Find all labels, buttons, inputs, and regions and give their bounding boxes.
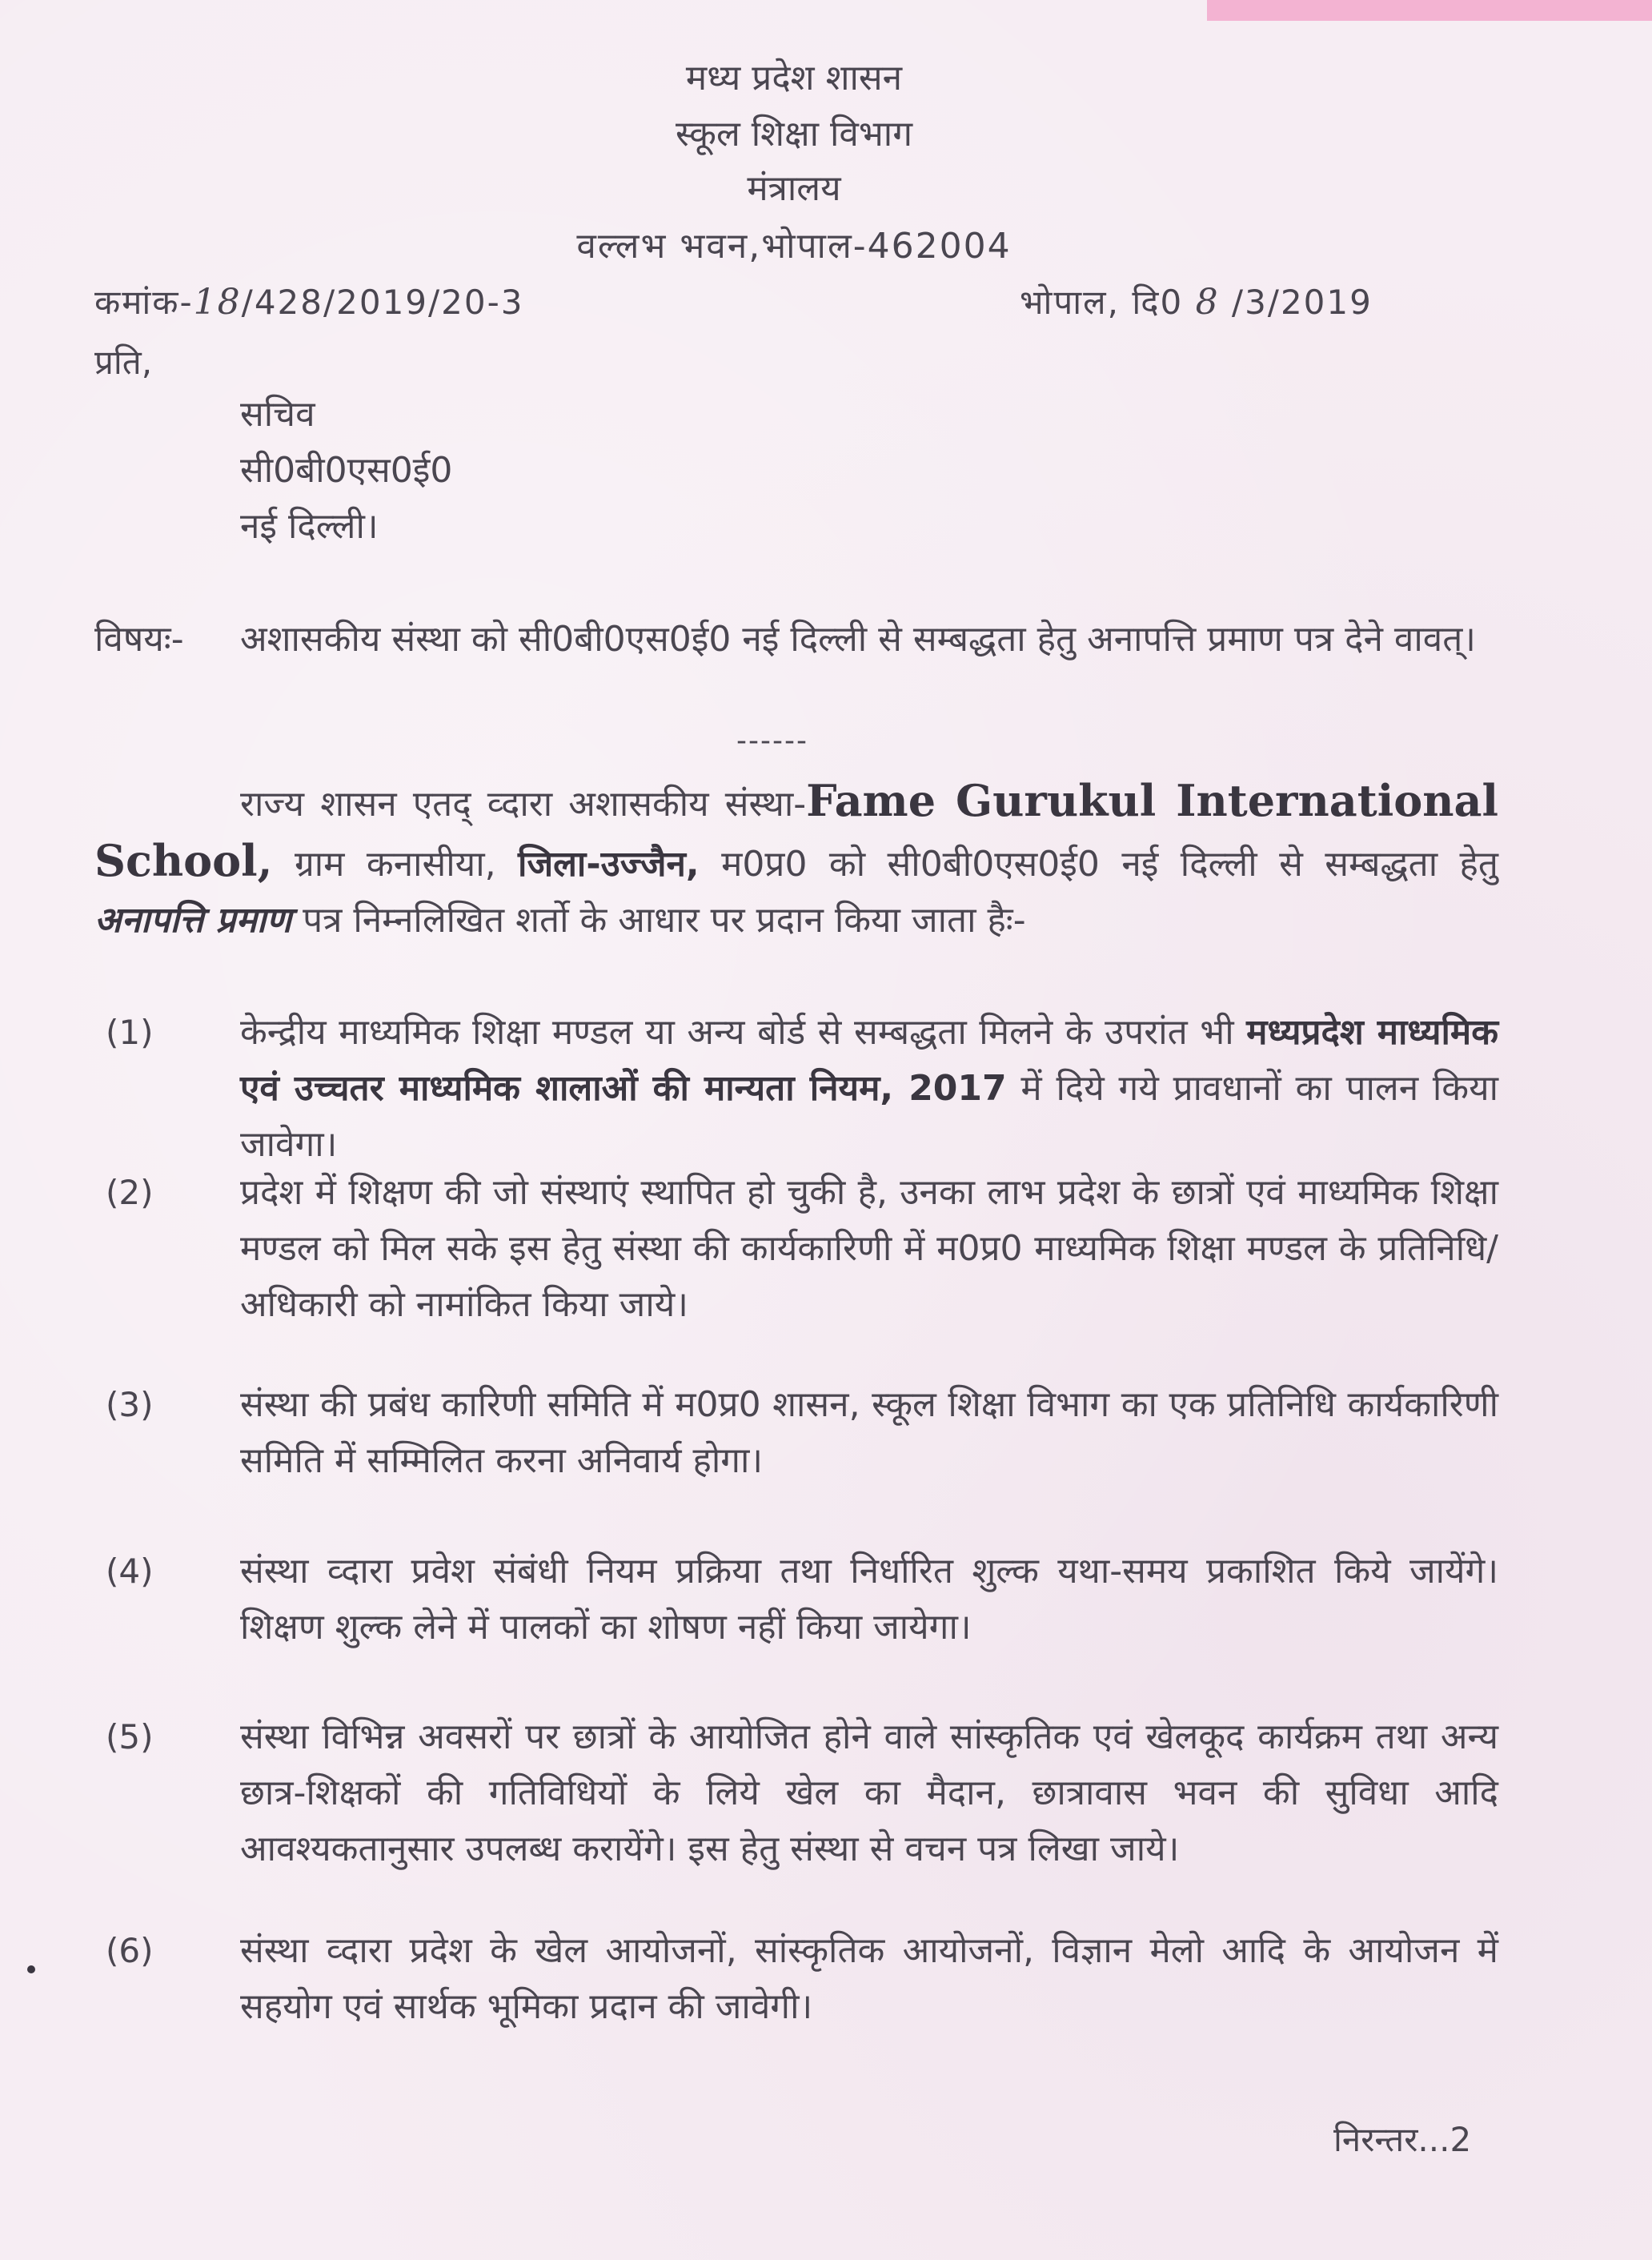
condition-text: संस्था विभिन्न अवसरों पर छात्रों के आयोजित होने वाले सांस्कृतिक एवं खेलकूद कार्यक्रम तथा अन्य छात्र-शिक्षकों की गतिविधियों के लिये खेल का मैदान, छात्रावास भवन की सुविधा आदि आवश्यकतानुसार उपलब्ध करायेंगे। इस हेतु संस्था से वचन पत्र लिखा जाये।	[240, 1716, 1498, 1869]
condition-text	[240, 1005, 1498, 1173]
header-address: वल्लभ भवन,भोपाल-462004	[576, 226, 1012, 267]
condition-text: प्रदेश में शिक्षण की जो संस्थाएं स्थापित हो चुकी है, उनका लाभ प्रदेश के छात्रों एवं माध्यमिक शिक्षा मण्डल को मिल सके इस हेतु संस्था की कार्यकारिणी में म0प्र0 माध्यमिक शिक्षा मण्डल के प्रतिनिधि/अधिकारी को नामांकित किया जाये।	[240, 1172, 1498, 1325]
condition-number: (5)	[106, 1717, 154, 1756]
body-part4: पत्र निम्नलिखित शर्तो के आधार पर प्रदान किया जाता हैः-	[291, 900, 1026, 941]
body-part2: ग्राम कनासीया,	[272, 844, 519, 885]
date-handwritten-day: 8	[1195, 282, 1220, 323]
recipient-prati: प्रति,	[94, 343, 153, 382]
recipient-city: नई दिल्ली।	[240, 506, 379, 547]
reference-label: कमांक-	[94, 283, 194, 322]
body-part1: राज्य शासन एतद् व्दारा अशासकीय संस्था-	[240, 784, 807, 825]
condition-text: संस्था व्दारा प्रदेश के खेल आयोजनों, सांस्कृतिक आयोजनों, विज्ञान मेलो आदि के आयोजन में सहयोग एवं सार्थक भूमिका प्रदान की जावेगी।	[240, 1930, 1498, 2027]
condition-rule-name: मध्यप्रदेश माध्यमिक एवं उच्चतर माध्यमिक शालाओं की मान्यता नियम, 2017	[240, 1012, 1498, 1109]
condition-text-pre: केन्द्रीय माध्यमिक शिक्षा मण्डल या अन्य बोर्ड से सम्बद्धता मिलने के उपरांत भी	[240, 1012, 1247, 1053]
reference-row	[94, 280, 1503, 328]
condition-number: (6)	[106, 1931, 154, 1970]
condition-number: (3)	[106, 1385, 154, 1424]
place-date	[1020, 280, 1373, 325]
subject-divider: ------	[736, 725, 808, 757]
header-department: स्कूल शिक्षा विभाग	[676, 114, 912, 155]
body-paragraph	[94, 773, 1498, 949]
condition-text: संस्था की प्रबंध कारिणी समिति में म0प्र0 शासन, स्कूल शिक्षा विभाग का एक प्रतिनिधि कार्यकारिणी समिति में सम्मिलित करना अनिवार्य होगा।	[240, 1384, 1498, 1481]
condition-number: (4)	[106, 1551, 154, 1591]
condition-text: संस्था व्दारा प्रवेश संबंधी नियम प्रक्रिया तथा निर्धारित शुल्क यथा-समय प्रकाशित किये जायेंगे। शिक्षण शुल्क लेने में पालकों का शोषण नहीं किया जायेगा।	[240, 1551, 1498, 1648]
condition-text-post: में दिये गये प्रावधानों का पालन किया जावेगा।	[240, 1068, 1498, 1165]
reference-number-rest: /428/2019/20-3	[241, 283, 524, 322]
condition-number: (2)	[106, 1173, 154, 1212]
header-government: मध्य प्रदेश शासन	[685, 58, 903, 98]
subject-text: अशासकीय संस्था को सी0बी0एस0ई0 नई दिल्ली से सम्बद्धता हेतु अनापत्ति प्रमाण पत्र देने वावत्।	[240, 619, 1476, 660]
place-date-prefix: भोपाल, दि0	[1020, 283, 1196, 322]
recipient-title: सचिव	[240, 394, 315, 435]
district-name: जिला-उज्जैन,	[518, 844, 700, 885]
reference-handwritten-number: 18	[193, 282, 242, 323]
body-part3: म0प्र0 को सी0बी0एस0ई0 नई दिल्ली से सम्बद्धता हेतु	[699, 844, 1498, 885]
date-rest: /3/2019	[1219, 283, 1373, 322]
header-ministry: मंत्रालय	[747, 168, 841, 209]
noc-phrase: अनापत्ति प्रमाण	[94, 900, 292, 941]
school-name: Fame Gurukul International School,	[94, 775, 1498, 886]
reference-number	[94, 280, 524, 325]
recipient-organization: सी0बी0एस0ई0	[240, 450, 453, 491]
subject-label: विषयः-	[94, 619, 184, 660]
continued-footer: निरन्तर...2	[1333, 2120, 1472, 2159]
ink-dot-mark	[27, 1965, 35, 1973]
pink-edge-strip	[1207, 0, 1652, 21]
condition-number: (1)	[106, 1013, 154, 1052]
